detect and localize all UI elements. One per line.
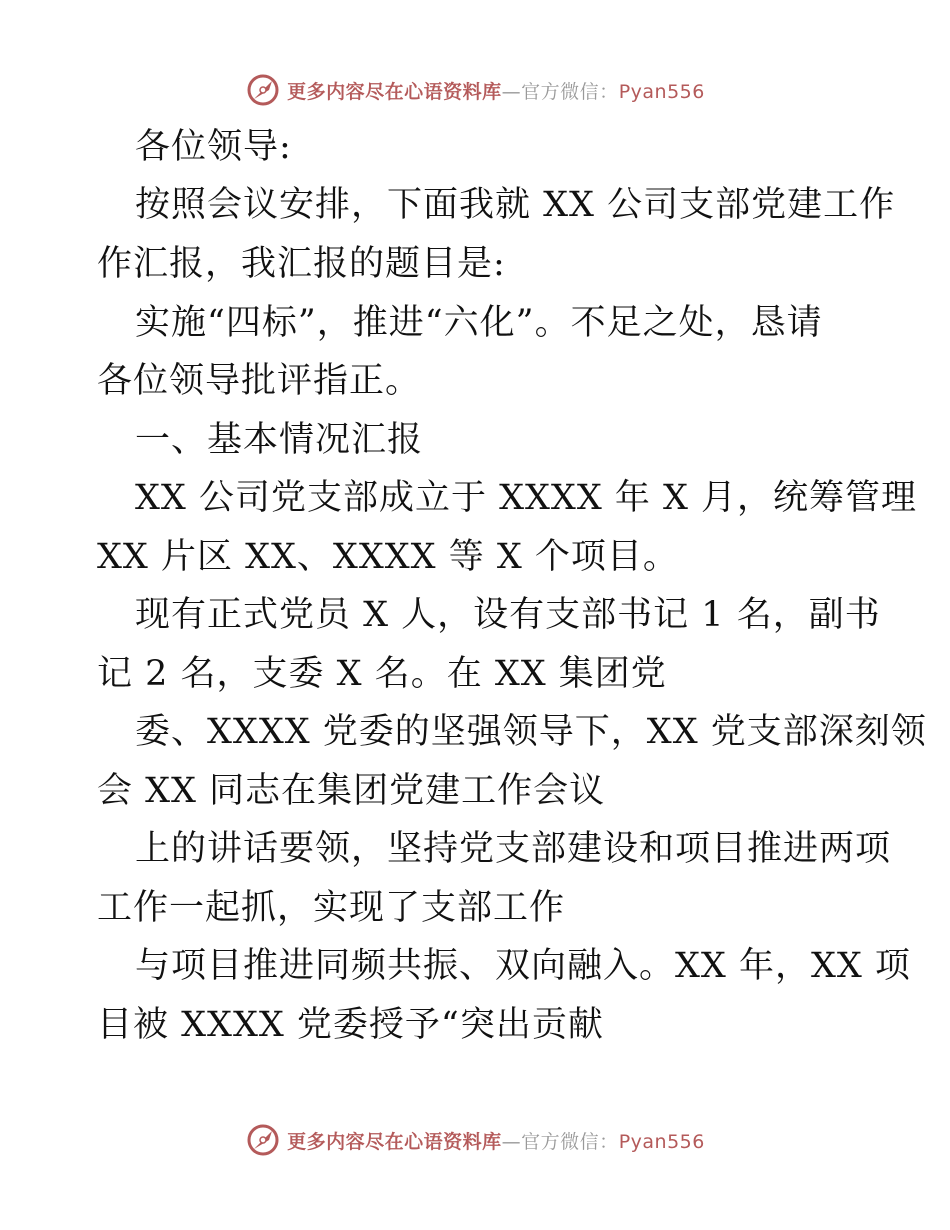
doc-line: 作汇报，我汇报的题目是:: [97, 244, 506, 284]
watermark-wechat-label: 官方微信：: [521, 1130, 619, 1153]
doc-line: XX 公司党支部成立于 XXXX 年 X 月，统筹管理: [135, 478, 918, 518]
watermark-wechat-label: 官方微信：: [521, 80, 619, 103]
watermark-sep: —: [501, 80, 522, 103]
watermark-main: 更多内容尽在心语资料库: [287, 1130, 502, 1153]
watermark-text: [287, 77, 705, 104]
doc-line: 实施“四标”，推进“六化”。不足之处，恳请: [135, 303, 823, 343]
doc-line: 委、XXXX 党委的坚强领导下，XX 党支部深刻领: [135, 712, 927, 752]
quill-circle-icon: [245, 72, 281, 108]
watermark-text: [287, 1127, 705, 1154]
footer-watermark: [0, 1118, 950, 1162]
quill-circle-icon: [245, 1122, 281, 1158]
doc-line: 上的讲话要领，坚持党支部建设和项目推进两项: [135, 829, 892, 869]
watermark-sep: —: [501, 1130, 522, 1153]
section-heading: 一、基本情况汇报: [135, 420, 424, 460]
doc-line: 按照会议安排，下面我就 XX 公司支部党建工作: [135, 185, 896, 225]
watermark-main: 更多内容尽在心语资料库: [287, 80, 502, 103]
doc-line: 现有正式党员 X 人，设有支部书记 1 名，副书: [135, 595, 881, 635]
watermark-wechat-id: Pyan556: [618, 80, 705, 103]
watermark-wechat-id: Pyan556: [618, 1130, 705, 1153]
doc-line: 各位领导批评指正。: [97, 361, 422, 401]
doc-line: 会 XX 同志在集团党建工作会议: [97, 771, 606, 811]
header-watermark: [0, 68, 950, 112]
doc-line: 工作一起抓，实现了支部工作: [97, 888, 566, 928]
doc-line: 各位领导:: [135, 127, 292, 167]
doc-line: 与项目推进同频共振、双向融入。XX 年，XX 项: [135, 946, 911, 986]
doc-line: 目被 XXXX 党委授予“突出贡献: [97, 1005, 604, 1045]
doc-line: XX 片区 XX、XXXX 等 X 个项目。: [97, 537, 679, 577]
doc-line: 记 2 名，支委 X 名。在 XX 集团党: [97, 654, 667, 694]
